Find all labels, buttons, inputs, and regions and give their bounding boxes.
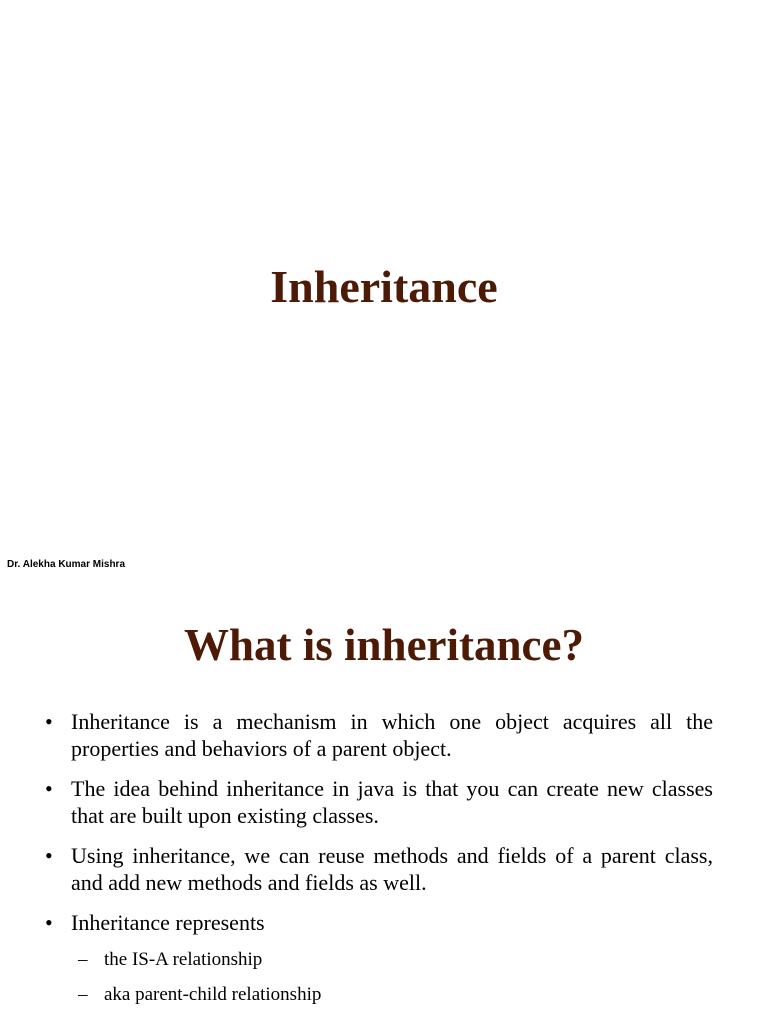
sub-bullet-item — [71, 948, 713, 972]
bullet-item — [0, 909, 713, 1007]
sub-bullet-list — [71, 948, 713, 1007]
bullet-text: The idea behind inheritance in java is that you can create new classes that are built upon existing classes. — [71, 776, 713, 828]
bullet-text: Using inheritance, we can reuse methods and fields of a parent class, and add new methods and fields as well. — [71, 843, 713, 895]
dash-icon: – — [78, 984, 88, 1005]
bullet-icon: • — [45, 843, 53, 868]
bullet-item — [0, 842, 713, 896]
author-footer: Dr. Alekha Kumar Mishra — [7, 559, 126, 570]
dash-icon: – — [78, 949, 88, 970]
bullet-item — [0, 708, 713, 762]
bullet-icon: • — [45, 910, 53, 935]
bullet-list — [0, 708, 768, 1020]
sub-bullet-item — [71, 983, 713, 1007]
bullet-text: Inheritance is a mechanism in which one object acquires all the properties and behaviors of a parent object. — [71, 709, 713, 761]
sub-bullet-text: the IS-A relationship — [104, 949, 263, 970]
sub-bullet-text: aka parent-child relationship — [104, 984, 322, 1005]
bullet-icon: • — [45, 776, 53, 801]
bullet-item — [0, 775, 713, 829]
content-slide — [0, 576, 768, 1024]
slide-title: Inheritance — [270, 261, 498, 312]
bullet-text: Inheritance represents — [71, 910, 265, 935]
slide-title: What is inheritance? — [184, 620, 584, 670]
bullet-icon: • — [45, 709, 53, 734]
